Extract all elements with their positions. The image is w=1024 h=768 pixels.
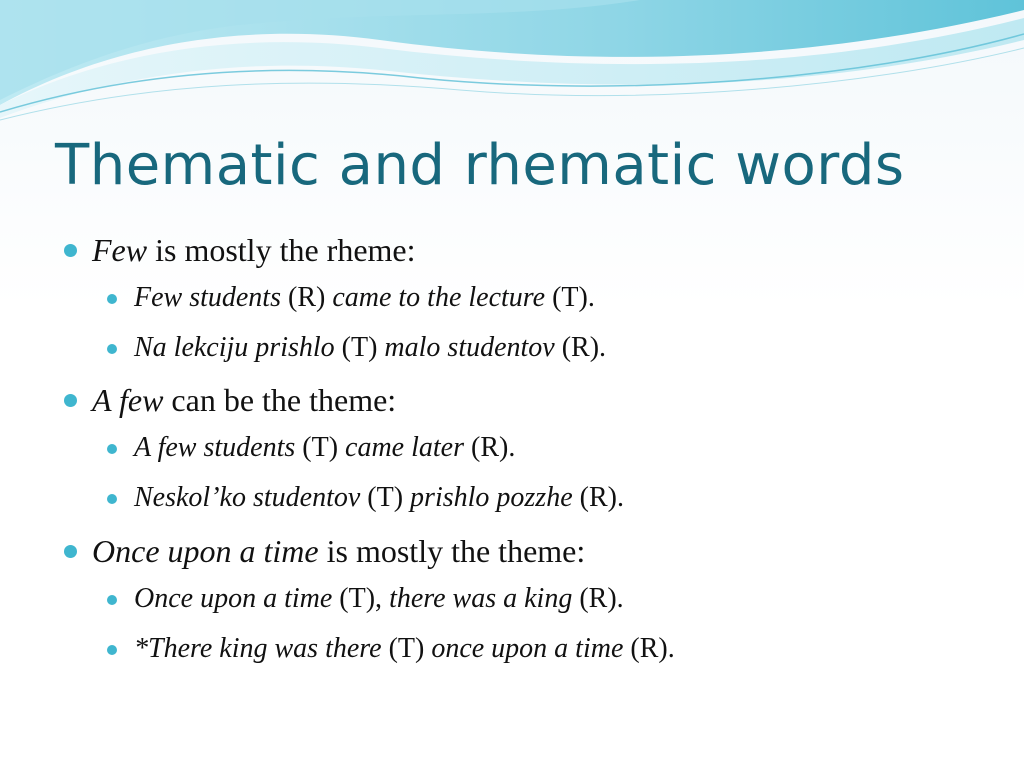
bullet-dot-icon xyxy=(107,595,117,605)
bullet-text xyxy=(134,330,606,366)
bullet-text-part: (R). xyxy=(623,633,675,664)
example-phrase: A few students xyxy=(134,432,296,463)
example-phrase: Few xyxy=(92,232,148,268)
example-phrase: Once upon a time xyxy=(134,583,333,614)
bullet-text-part: is mostly the rheme: xyxy=(147,232,416,268)
bullet-dot-icon xyxy=(107,494,117,504)
bullet-dot-icon xyxy=(64,244,77,257)
bullet-text-part: (T) xyxy=(360,482,411,513)
bullet-dot-icon xyxy=(107,294,117,304)
decorative-wave-header xyxy=(0,0,1024,130)
bullet-text-part: is mostly the theme: xyxy=(318,533,586,569)
bullet-text xyxy=(134,631,675,667)
example-phrase: Few students xyxy=(134,282,281,313)
example-phrase: came to the lecture xyxy=(332,282,546,313)
example-phrase: prishlo pozzhe xyxy=(410,482,573,513)
bullet-text xyxy=(134,430,515,466)
bullet-text-part: (R). xyxy=(572,583,624,614)
bullet-text xyxy=(134,581,624,617)
bullet-dot-icon xyxy=(107,344,117,354)
bullet-text-part: (T) xyxy=(295,432,346,463)
bullet-dot-icon xyxy=(64,545,77,558)
bullet-text xyxy=(92,230,416,270)
bullet-text-part: (T) xyxy=(381,633,432,664)
example-phrase: malo studentov xyxy=(384,332,555,363)
example-phrase: once upon a time xyxy=(431,633,624,664)
bullet-text-part: can be the theme: xyxy=(163,382,397,418)
bullet-dot-icon xyxy=(107,645,117,655)
bullet-text xyxy=(134,280,595,316)
example-phrase: Na lekciju prishlo xyxy=(134,332,335,363)
bullet-text xyxy=(92,380,396,420)
bullet-text-part: (R). xyxy=(572,482,624,513)
bullet-text-part: (T) xyxy=(334,332,385,363)
bullet-dot-icon xyxy=(64,394,77,407)
example-phrase: there was a king xyxy=(389,583,573,614)
bullet-text-part: (R). xyxy=(464,432,516,463)
example-phrase: A few xyxy=(92,382,164,418)
bullet-text-part: (R). xyxy=(554,332,607,363)
example-phrase: *There king was there xyxy=(134,633,382,664)
bullet-text xyxy=(134,480,624,516)
bullet-dot-icon xyxy=(107,444,117,454)
bullet-text-part: (R) xyxy=(281,282,333,313)
bullet-text-part: (T). xyxy=(545,282,595,313)
example-phrase: came later xyxy=(345,432,464,463)
bullet-text xyxy=(92,531,585,571)
example-phrase: Once upon a time xyxy=(92,533,319,569)
bullet-text-part: (T), xyxy=(332,583,390,614)
slide-title: Thematic and rhematic words xyxy=(55,133,905,198)
example-phrase: Neskol’ko studentov xyxy=(134,482,361,513)
